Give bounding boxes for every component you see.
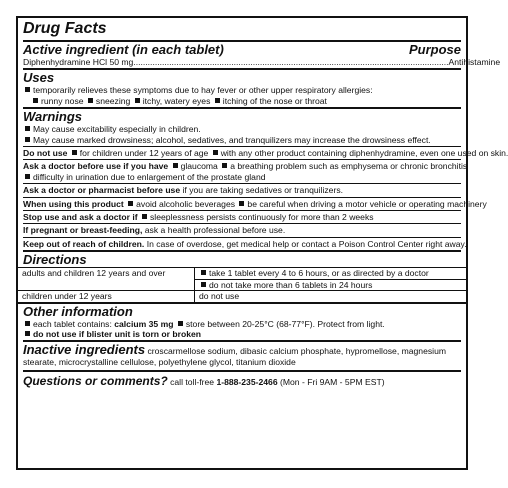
questions-call: call toll-free [170,376,215,387]
phone-number[interactable]: 1-888-235-2466 [216,376,278,387]
bullet-icon [239,201,244,206]
bullet-icon [25,331,30,336]
other-info-heading: Other information [23,303,133,319]
bullet-icon [178,321,183,326]
symptom-item: runny nose [41,95,84,106]
bullet-icon [201,282,206,287]
symptom-item: sneezing [95,95,131,106]
active-ingredient-name: Diphenhydramine HCl 50 mg.................................................................................................................................... [23,57,449,67]
ask-doctor-item: difficulty in urination due to enlargement of the prostate gland [33,171,266,182]
drug-facts-title-row [23,18,461,42]
table-row [18,291,466,302]
ask-pharmacist-text: if you are taking sedatives or tranquilizers. [182,185,344,196]
blister-warning: do not use if blister unit is torn or broken [33,328,202,339]
bullet-icon [88,98,93,103]
bullet-icon [25,126,30,131]
stop-use-label: Stop use and ask a doctor if [23,212,138,223]
when-using-item: be careful when driving a motor vehicle or operating machinery [247,198,487,209]
when-using-item: avoid alcoholic beverages [136,198,236,209]
bullet-icon [222,163,227,168]
uses-section [23,70,461,109]
storage-text: store between 20-25°C (68-77°F). Protect from light. [185,318,385,329]
drug-facts-title: Drug Facts [23,20,107,37]
active-ingredient-heading: Active ingredient (in each tablet) [23,42,224,57]
directions-age-cell: children under 12 years [18,291,195,302]
directions-dose-cell: do not take more than 6 tablets in 24 hours [195,279,467,290]
bullet-icon [33,98,38,103]
inactive-list: croscarmellose sodium, dibasic calcium phosphate, hypromellose, magnesium stearate, microcrystalline cellulose, polyethylene glycol, titanium dioxide [23,346,447,368]
other-info-section [23,304,461,343]
bullet-icon [25,174,30,179]
questions-section [23,372,461,391]
pregnant-row [23,224,461,237]
bullet-icon [215,98,220,103]
symptom-item: itchy, watery eyes [142,95,211,106]
ask-doctor-item: a breathing problem such as emphysema or chronic bronchitis [230,161,468,172]
table-row [18,268,466,279]
bullet-icon [25,137,30,142]
directions-heading: Directions [23,252,87,268]
stop-use-row [23,211,461,224]
purpose-value: Antihistamine [448,57,501,67]
ask-doctor-item: glaucoma [180,161,218,172]
warning-general: May cause excitability especially in children. [33,124,201,135]
keep-out-label: Keep out of reach of children. [23,238,145,249]
do-not-use-item: for children under 12 years of age [79,148,209,159]
directions-section [18,252,466,303]
ask-doctor-block [23,160,468,184]
bullet-icon [128,201,133,206]
questions-hours: (Mon - Fri 9AM - 5PM EST) [280,376,385,387]
inactive-heading: Inactive ingredients [23,342,146,358]
uses-intro: temporarily relieves these symptoms due to hay fever or other upper respiratory allergies: [33,85,373,96]
bullet-icon [213,150,218,155]
drug-facts-panel [16,16,508,470]
directions-age-cell: adults and children 12 years and over [18,268,195,279]
directions-dose-cell: do not use [195,291,467,302]
pregnant-text: ask a health professional before use. [144,225,286,236]
bullet-icon [25,321,30,326]
bullet-icon [135,98,140,103]
questions-heading: Questions or comments? [23,373,168,388]
warnings-section [23,109,508,252]
bullet-icon [173,163,178,168]
calcium-value: calcium 35 mg [114,318,174,329]
uses-heading: Uses [23,70,55,86]
do-not-use-row [23,147,508,160]
table-row [18,279,466,290]
when-using-row [23,198,487,211]
bullet-icon [201,270,206,275]
warning-general: May cause marked drowsiness; alcohol, sedatives, and tranquilizers may increase the drowsiness effect. [33,134,431,145]
keep-out-text: In case of overdose, get medical help or contact a Poison Control Center right away. [146,238,467,249]
ask-doctor-label: Ask a doctor before use if you have [23,161,169,172]
bullet-icon [142,214,147,219]
active-ingredient-section [23,42,501,70]
bullet-icon [25,87,30,92]
do-not-use-item: with any other product containing diphenhydramine, even one used on skin. [220,148,508,159]
inactive-section [23,342,461,371]
warnings-heading: Warnings [23,109,82,125]
calcium-prefix: each tablet contains: [33,318,112,329]
purpose-heading: Purpose [408,42,461,57]
pregnant-label: If pregnant or breast-feeding, [23,225,143,236]
directions-table [18,267,466,301]
directions-dose-cell: take 1 tablet every 4 to 6 hours, or as directed by a doctor [195,268,467,279]
keep-out-row [23,238,467,250]
when-using-label: When using this product [23,198,124,209]
stop-use-text: sleeplessness persists continuously for more than 2 weeks [150,212,374,223]
ask-pharmacist-row [23,184,461,197]
symptom-item: itching of the nose or throat [222,95,327,106]
ask-pharmacist-label: Ask a doctor or pharmacist before use [23,185,181,196]
bullet-icon [72,150,77,155]
do-not-use-label: Do not use [23,148,68,159]
